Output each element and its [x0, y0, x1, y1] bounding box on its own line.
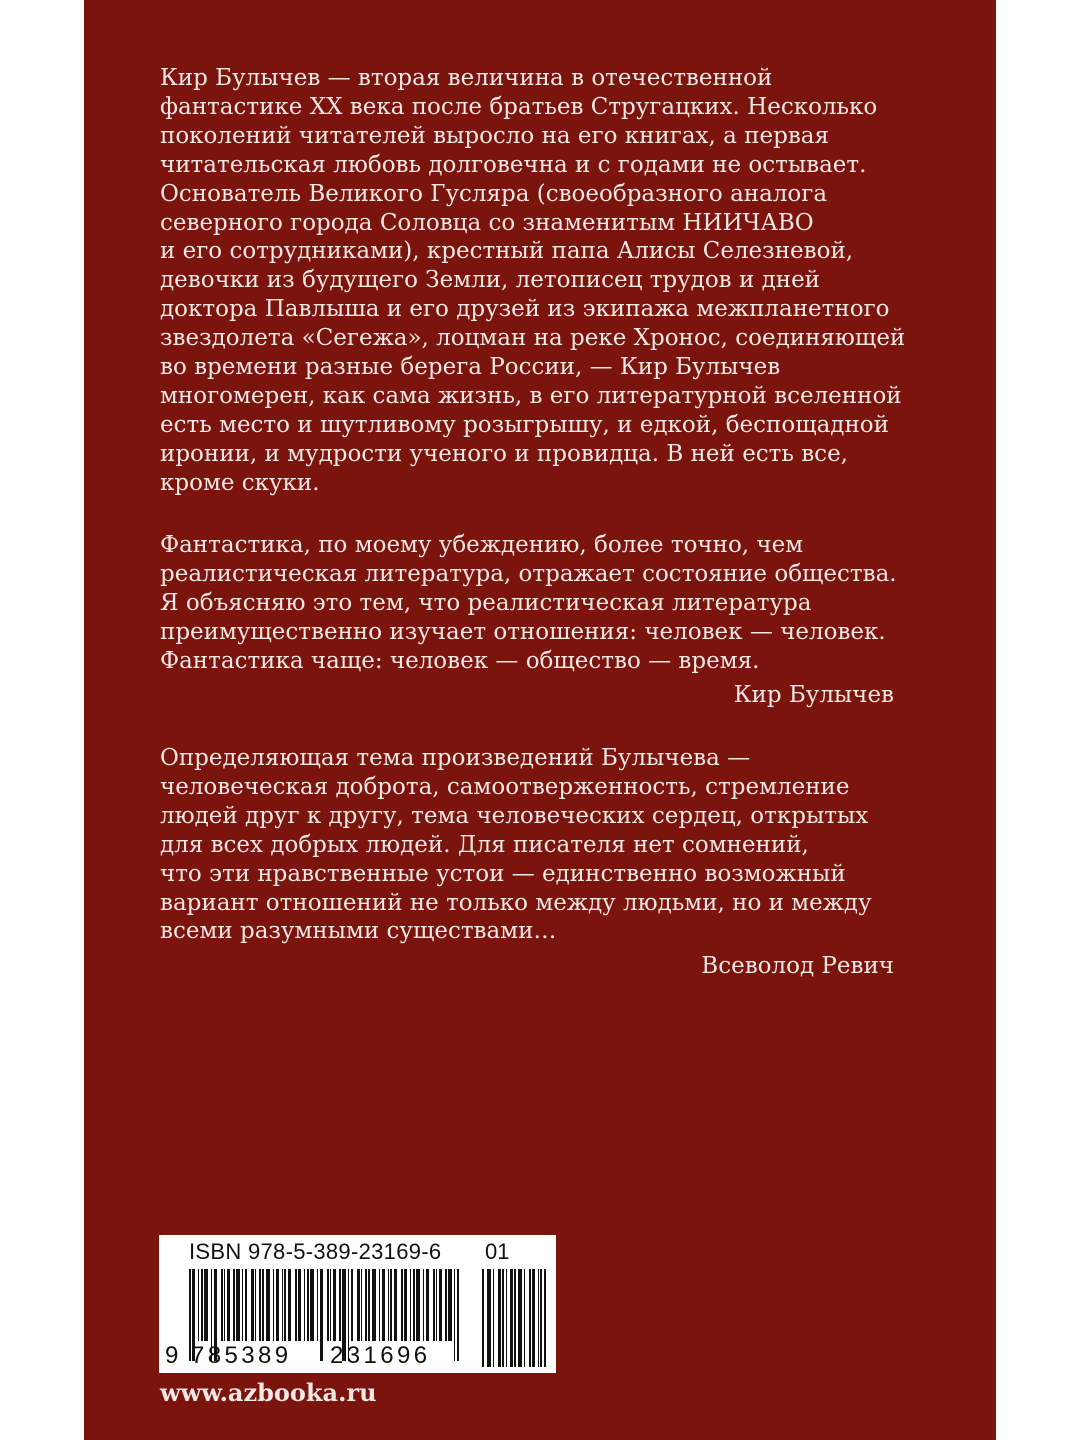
addon-bar: [514, 1269, 516, 1367]
text-line: для всех добрых людей. Для писателя нет сомнений,: [160, 831, 809, 858]
barcode-bar: [295, 1269, 297, 1341]
barcode-bar: [304, 1269, 305, 1341]
barcode-bar: [339, 1269, 341, 1341]
text-line: людей друг к другу, тема человеческих сердец, открытых: [160, 802, 869, 829]
author-quote: [160, 531, 900, 676]
barcode-bar: [423, 1269, 424, 1341]
barcode-bar: [327, 1269, 329, 1341]
barcode-bar: [368, 1269, 370, 1341]
addon-bar: [510, 1269, 513, 1367]
barcode-bar: [251, 1269, 254, 1341]
barcode-bar: [457, 1269, 459, 1361]
addon-bar: [524, 1269, 525, 1367]
isbn-label: ISBN 978-5-389-23169-6: [189, 1239, 442, 1264]
barcode-bar: [379, 1269, 380, 1341]
text-line: во времени разные берега России, — Кир Булычев: [160, 354, 781, 381]
barcode-bar: [282, 1269, 283, 1341]
text-line: Определяющая тема произведений Булычева —: [160, 745, 751, 771]
barcode-bar: [317, 1269, 318, 1341]
barcode-digits-left: 785389: [191, 1342, 292, 1369]
text-line: кроме скуки.: [160, 469, 320, 496]
barcode-bar: [445, 1269, 447, 1341]
publisher-website: www.azbooka.ru: [160, 1378, 377, 1407]
text-line: реалистическая литература, отражает состояние общества.: [160, 560, 897, 587]
barcode-bar: [204, 1269, 208, 1341]
barcode-bar: [361, 1269, 362, 1341]
text-line: есть место и шутливому розыгрышу, и едкой, беспощадной: [160, 411, 889, 438]
barcode-bar: [310, 1269, 314, 1341]
barcode-bar: [224, 1269, 225, 1341]
isbn-barcode: [159, 1235, 556, 1373]
text-line: многомерен, как сама жизнь, в его литературной вселенной: [160, 382, 902, 409]
addon-bar: [518, 1269, 522, 1367]
text-line: читательская любовь долговечна и с годами не остывает.: [160, 151, 867, 178]
addon-bars: [482, 1269, 546, 1367]
barcode-bar: [284, 1269, 286, 1341]
addon-bar: [540, 1269, 542, 1367]
text-line: Фантастика чаще: человек — общество — время.: [160, 647, 760, 674]
text-line: вариант отношений не только между людьми, но и между: [160, 889, 872, 916]
barcode-bar: [298, 1269, 301, 1341]
addon-bar: [538, 1269, 539, 1367]
text-line: иронии, и мудрости ученого и провидца. В ней есть все,: [160, 440, 848, 467]
addon-bar: [493, 1269, 494, 1367]
barcode-bar: [307, 1269, 309, 1341]
barcode-bar: [330, 1269, 331, 1341]
barcode-bar: [382, 1269, 385, 1341]
barcode-bar: [236, 1269, 240, 1341]
text-line: человеческая доброта, самоотверженность, стремление: [160, 773, 850, 800]
barcode-bar: [262, 1269, 264, 1341]
barcode-bar: [233, 1269, 235, 1341]
barcode-bar: [436, 1269, 437, 1341]
barcode-bar: [320, 1269, 323, 1361]
barcode-bar: [372, 1269, 376, 1341]
text-line: Я объясняю это тем, что реалистическая литература: [160, 589, 812, 616]
quote-signature: Кир Булычев: [733, 682, 894, 708]
barcode-bar: [404, 1269, 407, 1341]
barcode-bar: [198, 1269, 199, 1341]
barcode-bar: [221, 1269, 223, 1341]
addon-bar: [502, 1269, 504, 1367]
addon-bar: [482, 1269, 484, 1367]
intro-paragraph: [160, 64, 906, 498]
barcode-bar: [390, 1269, 392, 1341]
text-line: что эти нравственные устои — единственно возможный: [160, 860, 846, 887]
barcode-bar: [448, 1269, 452, 1341]
barcode-bar: [266, 1269, 270, 1341]
barcode-bar: [245, 1269, 247, 1341]
text-line: и его сотрудниками), крестный папа Алисы Селезневой,: [160, 238, 854, 265]
addon-bar: [529, 1269, 531, 1367]
text-line: фантастике XX века после братьев Стругацких. Несколько: [160, 93, 878, 120]
barcode-bar: [276, 1269, 279, 1341]
barcode-bar: [426, 1269, 429, 1341]
barcode-digits-right: 231696: [330, 1342, 431, 1369]
barcode-bar: [416, 1269, 420, 1341]
barcode-bar: [227, 1269, 230, 1341]
barcode-bar: [365, 1269, 367, 1341]
text-line: Основатель Великого Гусляра (своеобразного аналога: [160, 180, 828, 207]
text-line: девочки из будущего Земли, летописец трудов и дней: [160, 267, 821, 294]
barcode-bar: [242, 1269, 243, 1341]
barcode-bar: [433, 1269, 435, 1341]
text-line: северного города Соловца со знаменитым НИИЧАВО: [160, 209, 814, 236]
barcode-bar: [259, 1269, 261, 1341]
text-line: звездолета «Сегежа», лоцман на реке Хронос, соединяющей: [160, 325, 906, 352]
addon-bar: [506, 1269, 507, 1367]
isbn-addon: 01: [485, 1239, 510, 1264]
barcode-bar: [333, 1269, 336, 1341]
barcode-bar: [401, 1269, 403, 1341]
text-line: Кир Булычев — вторая величина в отечественной: [160, 65, 773, 91]
barcode-bar: [439, 1269, 442, 1341]
barcode-digit-first: 9: [165, 1342, 179, 1369]
text-line: Фантастика, по моему убеждению, более точно, чем: [160, 532, 804, 558]
barcode-bar: [413, 1269, 415, 1341]
barcode-bar: [410, 1269, 411, 1341]
addon-bar: [532, 1269, 535, 1367]
barcode-bar: [288, 1269, 291, 1341]
barcode-bar: [357, 1269, 360, 1341]
critic-quote: [160, 744, 900, 946]
barcode-bar: [454, 1269, 455, 1361]
addon-bar: [544, 1269, 546, 1367]
barcode-bar: [255, 1269, 256, 1341]
text-line: доктора Павлыша и его друзей из экипажа межпланетного: [160, 296, 890, 323]
text-line: всеми разумными существами…: [160, 918, 557, 945]
quote-signature: Всеволод Ревич: [701, 953, 894, 979]
addon-bar: [498, 1269, 501, 1367]
barcode-bar: [351, 1269, 353, 1341]
barcode-bar: [394, 1269, 397, 1341]
barcode-bar: [273, 1269, 274, 1341]
addon-bar: [487, 1269, 491, 1367]
barcode-bar: [201, 1269, 203, 1341]
text-line: преимущественно изучает отношения: человек — человек.: [160, 618, 886, 645]
text-line: поколений читателей выросло на его книгах, а первая: [160, 122, 829, 149]
barcode-bar: [388, 1269, 389, 1341]
